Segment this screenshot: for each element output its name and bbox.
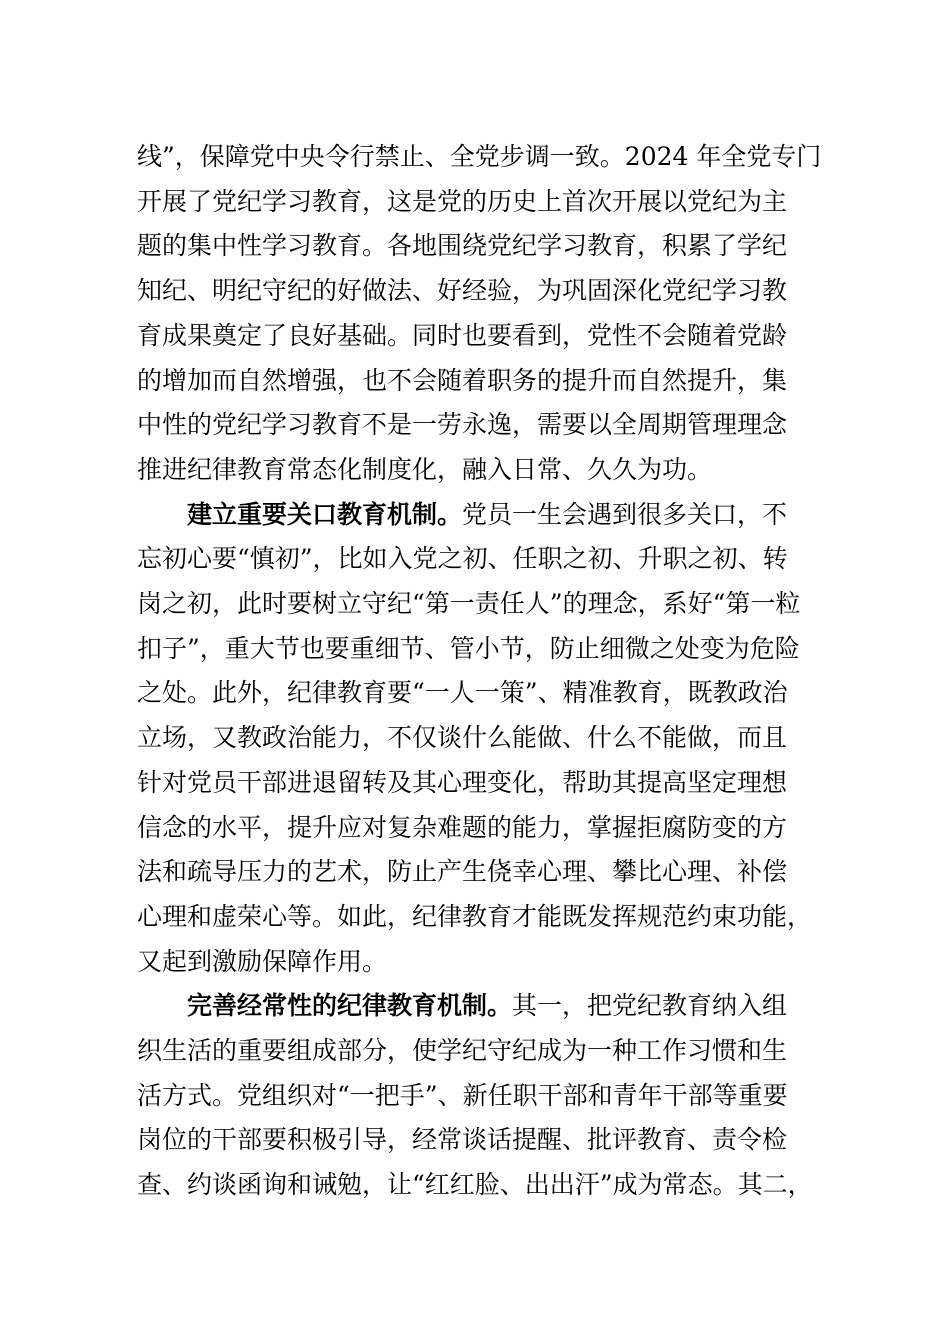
- paragraph-1: [137, 135, 822, 493]
- paragraph-3: [137, 984, 817, 1208]
- text-line: 之处。此外，纪律教育要“一人一策”、精准教育，既教政治: [137, 678, 788, 708]
- text-line: 推进纪律教育常态化制度化，融入日常、久久为功。: [137, 454, 713, 484]
- text-line: 织生活的重要组成部分，使学纪守纪成为一种工作习惯和生: [137, 1036, 788, 1066]
- text-line: 题的集中性学习教育。各地围绕党纪学习教育，积累了学纪: [137, 231, 788, 261]
- text-line: 查、约谈函询和诫勉，让“红红脸、出出汗”成为常态。其二，: [137, 1170, 813, 1200]
- text-line: 岗位的干部要积极引导，经常谈话提醒、批评教育、责令检: [137, 1125, 788, 1155]
- text-line: 开展了党纪学习教育，这是党的历史上首次开展以党纪为主: [137, 186, 788, 216]
- text-line: 又起到激励保障作用。: [137, 946, 388, 976]
- text-line: 中性的党纪学习教育不是一劳永逸，需要以全周期管理理念: [137, 410, 788, 440]
- text-line: 育成果奠定了良好基础。同时也要看到，党性不会随着党龄: [137, 320, 788, 350]
- paragraph-heading: 建立重要关口教育机制。: [187, 499, 463, 529]
- paragraph-heading: 完善经常性的纪律教育机制。: [187, 991, 513, 1021]
- text-line: 线”，保障党中央令行禁止、全党步调一致。2024 年全党专门: [137, 142, 822, 171]
- text-line: 的增加而自然增强，也不会随着职务的提升而自然提升，集: [137, 365, 788, 395]
- text-line: 心理和虚荣心等。如此，纪律教育才能既发挥规范约束功能，: [137, 901, 813, 931]
- text-line: 信念的水平，提升应对复杂难题的能力，掌握拒腐防变的方: [137, 812, 788, 842]
- text-line: 法和疏导压力的艺术，防止产生侥幸心理、攀比心理、补偿: [137, 857, 788, 887]
- text-line-first: [137, 493, 817, 538]
- text-line: 立场，又教政治能力，不仅谈什么能做、什么不能做，而且: [137, 723, 788, 753]
- text-line: 扣子”，重大节也要重细节、管小节，防止细微之处变为危险: [137, 633, 800, 663]
- document-body: [137, 135, 822, 1208]
- text-line: 针对党员干部进退留转及其心理变化，帮助其提高坚定理想: [137, 767, 788, 797]
- text-line: 知纪、明纪守纪的好做法、好经验，为巩固深化党纪学习教: [137, 276, 788, 306]
- paragraph-2: [137, 493, 817, 985]
- text-line: 岗之初，此时要树立守纪“第一责任人”的理念，系好“第一粒: [137, 589, 801, 619]
- text-line: 忘初心要“慎初”，比如入党之初、任职之初、升职之初、转: [137, 544, 788, 574]
- text-line-first: [137, 984, 817, 1029]
- text-run: 其一，把党纪教育纳入组: [512, 991, 788, 1021]
- text-run: 党员一生会遇到很多关口，不: [462, 499, 788, 529]
- text-line: 活方式。党组织对“一把手”、新任职干部和青年干部等重要: [137, 1080, 788, 1110]
